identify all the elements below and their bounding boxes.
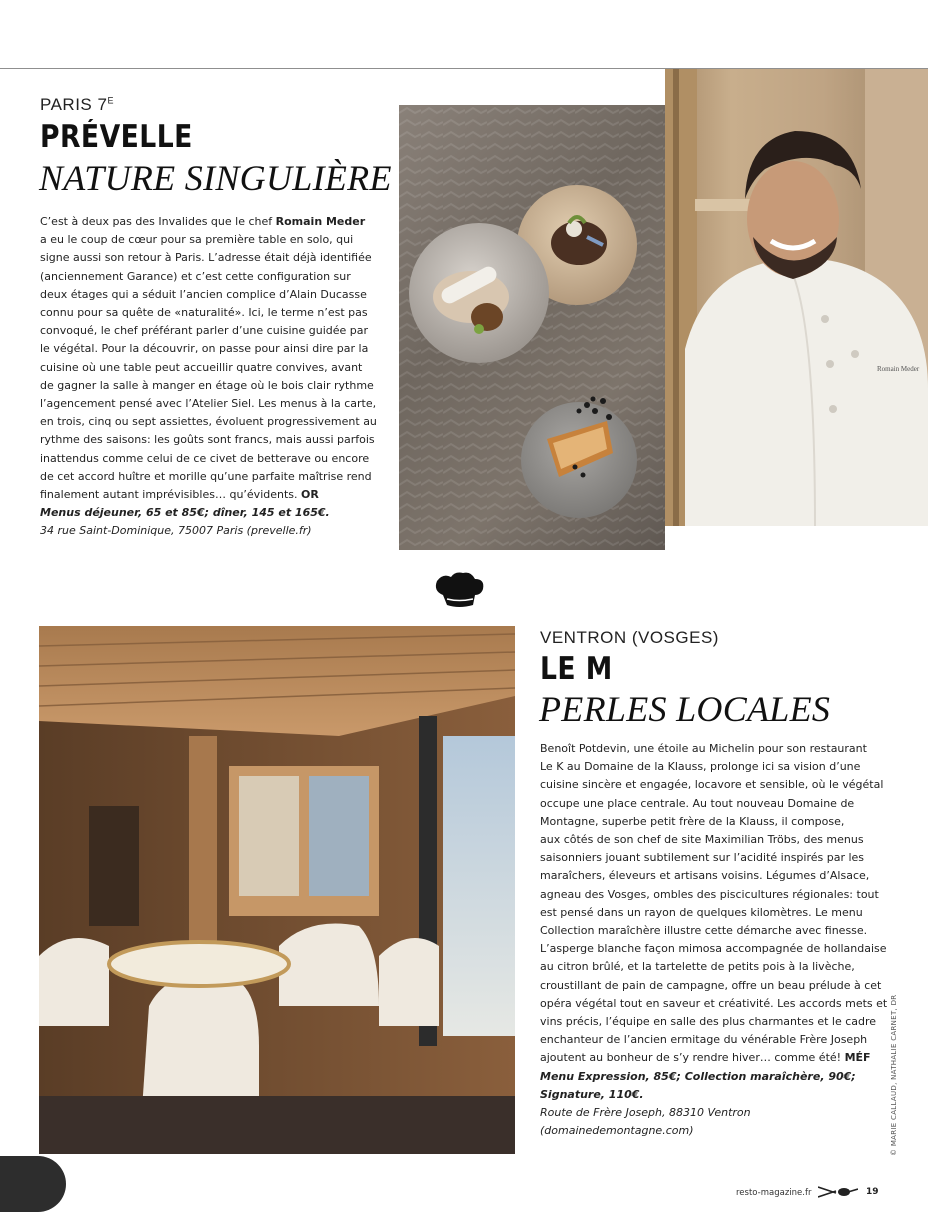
- body-line: cuisine sincère et engagée, locavore et sensible, où le végétal: [540, 778, 884, 792]
- body-line: agneau des Vosges, ombles des piscicultures régionales: tout: [540, 887, 879, 901]
- body-line: maraîchers, éleveurs et artisans voisins. Légumes d’Alsace,: [540, 869, 870, 883]
- body-line: a eu le coup de cœur pour sa première table en solo, qui: [40, 233, 354, 247]
- body-line: Menus déjeuner, 65 et 85€; dîner, 145 et 165€.: [40, 506, 330, 520]
- body-line: Route de Frère Joseph, 88310 Ventron: [540, 1106, 751, 1120]
- body-line: inattendus comme celui de ce civet de betterave ou encore: [40, 451, 370, 465]
- page-number: 19: [866, 1187, 879, 1197]
- body-line: le végétal. Pour la découvrir, on passe pour ainsi dire par la: [40, 342, 369, 356]
- cutlery-logo-icon: [818, 1185, 858, 1199]
- body-line: C’est à deux pas des Invalides que le chef Romain Meder: [40, 215, 366, 228]
- article2-location: VENTRON (VOSGES): [540, 628, 719, 647]
- body-line: occupe une place centrale. Au tout nouveau Domaine de: [540, 796, 855, 810]
- body-line: en trois, cinq ou sept assiettes, évoluent progressivement au: [40, 415, 377, 429]
- body-line: L’asperge blanche façon mimosa accompagnée de hollandaise: [540, 942, 887, 956]
- body-line: Le K au Domaine de la Klauss, prolonge ici sa vision d’une: [540, 760, 861, 774]
- article2-subtitle: PERLES LOCALES: [539, 689, 831, 729]
- body-line: vins précis, l’équipe en salle des plus charmantes et le cadre: [540, 1015, 877, 1029]
- restaurant-interior-photo: [39, 626, 515, 1154]
- body-line: finalement autant imprévisibles… qu’évidents. OR: [40, 488, 319, 502]
- body-line: (domainedemontagne.com): [540, 1124, 694, 1138]
- body-line: convoqué, le chef préférant parler d’une cuisine guidée par: [40, 324, 369, 338]
- body-line: enchanteur de l’ancien ermitage du vénérable Frère Joseph: [540, 1033, 868, 1047]
- body-line: Collection maraîchère illustre cette démarche avec finesse.: [540, 924, 868, 938]
- body-line: connu pour sa quête de «naturalité». Ici, le terme n’est pas: [40, 306, 368, 320]
- restaurant-illustration: [39, 626, 515, 1154]
- chef-illustration: [665, 69, 928, 526]
- body-line: saisonniers jouant subtilement sur l’acidité inspirés par les: [540, 851, 865, 865]
- body-line: opéra végétal tout en saveur et créativité. Les accords mets et: [540, 996, 888, 1010]
- article1-location: PARIS $7^E$: [40, 95, 114, 114]
- body-line: 34 rue Saint-Dominique, 75007 Paris (prevelle.fr): [40, 524, 312, 538]
- body-line: Benoît Potdevin, une étoile au Michelin pour son restaurant: [540, 742, 867, 755]
- page-edge-tab: [0, 1156, 66, 1212]
- article2-title: LE M: [540, 651, 613, 687]
- body-line: signe aussi son retour à Paris. L’adresse était déjà identifiée: [40, 251, 372, 265]
- body-line: (anciennement Garance) et c’est cette configuration sur: [40, 269, 351, 283]
- body-line: aux côtés de son chef de site Maximilian Tröbs, des menus: [540, 833, 864, 847]
- body-line: de gagner la salle à manger en étage où le bois clair rythme: [40, 378, 374, 392]
- footer-site: resto-magazine.fr: [736, 1188, 812, 1198]
- dishes-illustration: [399, 105, 665, 550]
- chef-hat-icon: [433, 571, 485, 609]
- chef-coat-label: Romain Meder: [877, 365, 920, 373]
- chef-portrait-photo: [665, 69, 928, 526]
- body-line: Menu Expression, 85€; Collection maraîchère, 90€;: [540, 1069, 856, 1083]
- article1-title: PRÉVELLE: [40, 119, 193, 155]
- body-line: Signature, 110€.: [540, 1087, 644, 1101]
- body-line: l’agencement pensé avec l’Atelier Siel. Les menus à la carte,: [40, 397, 377, 411]
- body-line: au citron brûlé, et la tartelette de petits pois à la livèche,: [540, 960, 855, 974]
- body-line: rythme des saisons: les goûts sont francs, mais aussi parfois: [40, 433, 375, 447]
- body-line: ajoutent au bonheur de s’y rendre hiver… comme été! MÉF: [540, 1051, 871, 1065]
- article2-body: [540, 740, 887, 1140]
- body-line: de cet accord huître et morille qu’une parfaite maîtrise rend: [40, 469, 372, 483]
- photo-credit: © MARIE CALLAUD, NATHALIE CARNET, DR: [890, 994, 898, 1156]
- body-line: cuisine où une table peut accueillir quatre convives, avant: [40, 360, 363, 374]
- body-line: Montagne, superbe petit frère de la Klauss, il compose,: [540, 814, 845, 828]
- article1-subtitle: NATURE SINGULIÈRE: [39, 158, 392, 198]
- body-line: est pensé dans un rayon de quelques kilomètres. Le menu: [540, 905, 863, 919]
- dishes-photo: [399, 105, 665, 550]
- article1-body: [40, 213, 377, 541]
- body-line: croustillant de pain de campagne, offre un beau prélude à cet: [540, 978, 882, 992]
- body-line: deux étages qui a séduit l’ancien complice d’Alain Ducasse: [40, 287, 367, 301]
